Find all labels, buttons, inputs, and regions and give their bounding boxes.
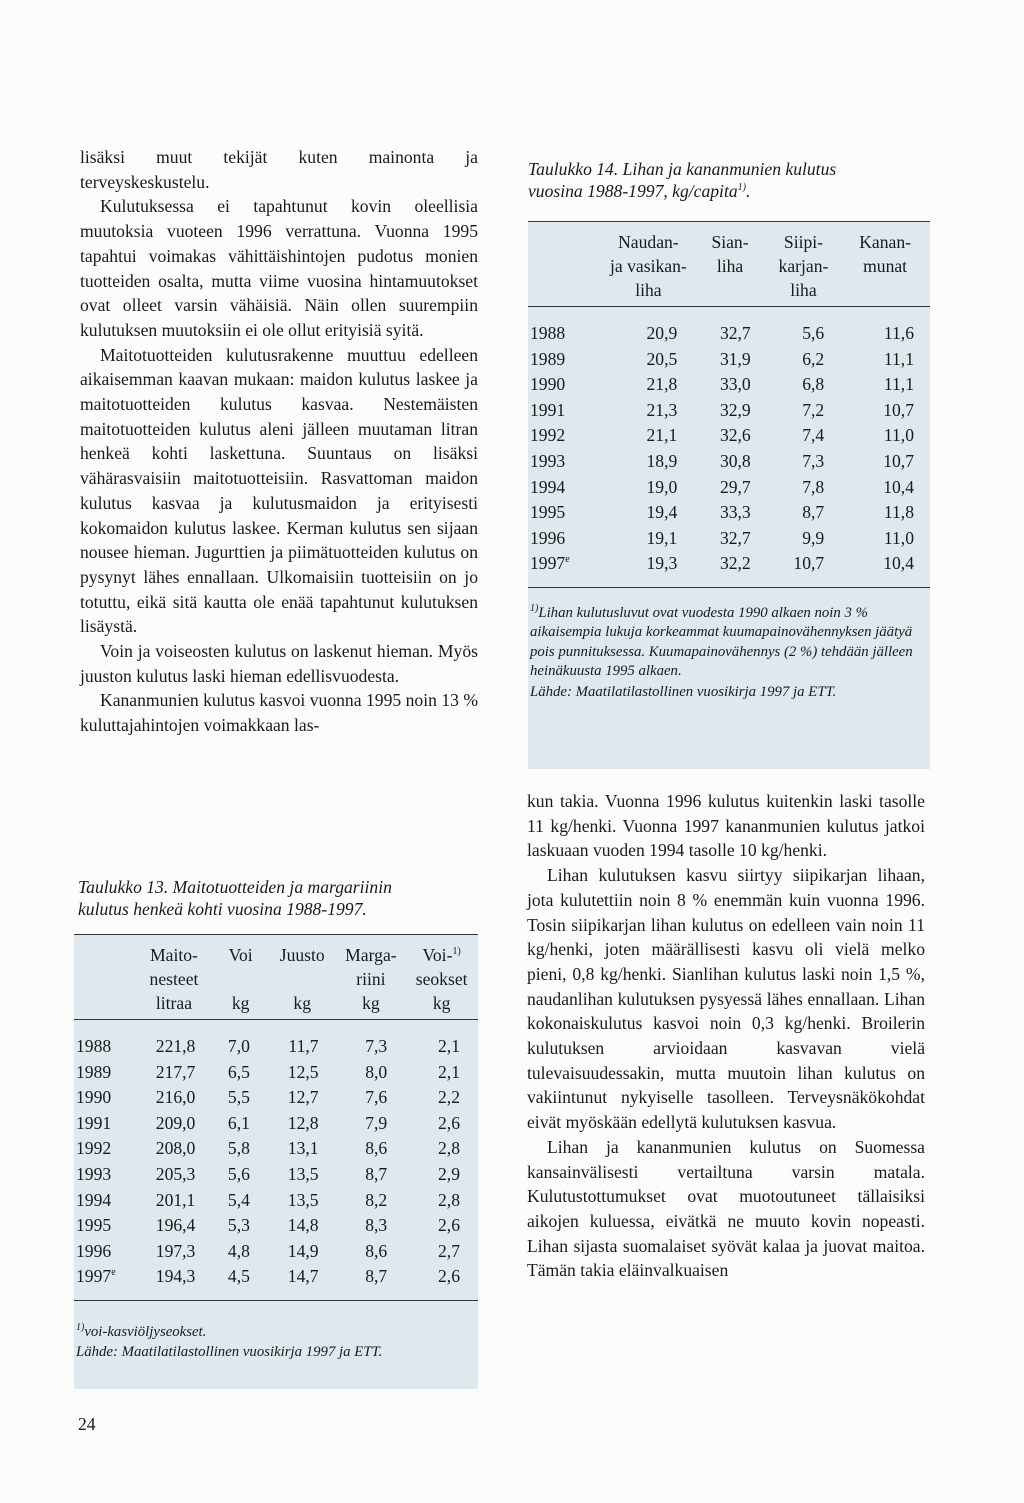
value-cell: 11,8: [883, 502, 914, 523]
table-row: [74, 1188, 478, 1214]
value-cell: 11,6: [883, 323, 914, 343]
value-cell: 11,1: [883, 348, 914, 369]
value-cell: 13,1: [287, 1138, 319, 1159]
year-cell: 1996: [530, 527, 566, 548]
table-14-source: Lähde: Maatilatilastollinen vuosikirja 1997 ja ETT.: [530, 683, 837, 700]
value-cell: 10,4: [840, 551, 930, 587]
table-14-panel: [528, 221, 930, 769]
table-row: [74, 1020, 478, 1060]
year-cell: 1994: [76, 1189, 112, 1210]
value-cell: 7,4: [802, 425, 825, 446]
table-row: [528, 475, 930, 501]
value-cell: 5,6: [802, 323, 825, 343]
value-cell: 2,1: [438, 1061, 460, 1082]
table-13-panel: [74, 934, 478, 1389]
table-14-caption: Taulukko 14. Lihan ja kananmunien kulutus vuosina 1988-1997, kg/capita$^{1)}$.: [528, 159, 837, 201]
value-cell: 8,7: [337, 1264, 406, 1300]
value-cell: 12,5: [287, 1061, 319, 1082]
value-cell: 32,7: [719, 323, 751, 343]
value-cell: 9,9: [802, 527, 825, 548]
value-cell: 10,7: [883, 399, 914, 420]
value-cell: 33,3: [719, 502, 751, 523]
value-cell: 11,0: [883, 425, 914, 446]
right-text-column: [527, 789, 925, 1283]
paragraph: Lihan kulutuksen kasvu siirtyy siipikarjan lihaan, jota kulutettiin noin 8 % enemmän kuin vuonna 1996. Tosin siipikarjan lihan kulutus on edelleen vain noin 11 kg/henki, joten määrällisesti kasvu oli vielä melko pieni, 0,8 kg/henki. Sianlihan kulutus laski noin 1,5 %, naudanlihan kulutuksen pysyessä lähes ennallaan. Lihan kokonaiskulutus kasvoi noin 0,3 kg/henki. Broilerin kulutuksen arvioidaan kasvavan vielä tulevaisuudessakin, mutta muutoin lihan kulutus on vakiintunut nykyiselle tasolleen. Terveysnäkökohdat eivät myöskään edellytä kulutuksen kasvua.: [527, 865, 925, 1133]
value-cell: 32,7: [719, 527, 751, 548]
year-cell: 1992: [530, 425, 566, 446]
table-14-footnote: $^{1)}$Lihan kulutusluvut ovat vuodesta 1990 alkaen noin 3 % aikaisempia lukuja korkeammat kuumapainovähennyksen jäätyä pois punnituksessa. Kuumapainovähennys (2 %) tehdään jälleen heinäkuusta 1995 alkaen.: [530, 603, 913, 680]
header-voi: Voi kg: [213, 935, 268, 1020]
header-naudanliha: Naudan- ja vasikan- liha: [604, 222, 694, 307]
table-row: [74, 1162, 478, 1188]
value-cell: 216,0: [155, 1087, 196, 1108]
value-cell: 2,6: [438, 1215, 460, 1236]
value-cell: 10,4: [883, 476, 914, 497]
value-cell: 20,5: [646, 348, 678, 369]
table-row: [74, 1264, 478, 1300]
value-cell: 208,0: [155, 1138, 196, 1159]
left-text-column: [80, 145, 478, 738]
value-cell: 8,0: [365, 1061, 388, 1082]
value-cell: 5,4: [227, 1189, 250, 1210]
table-13-footnote: $^{1)}$voi-kasviöljyseokset.: [76, 1322, 207, 1340]
table-13-source: Lähde: Maatilatilastollinen vuosikirja 1997 ja ETT.: [76, 1344, 383, 1361]
value-cell: 14,7: [268, 1264, 337, 1300]
value-cell: 20,9: [646, 323, 678, 343]
value-cell: 6,1: [227, 1112, 250, 1133]
year-cell: 1990: [530, 374, 566, 395]
value-cell: 6,2: [802, 348, 825, 369]
table-14-body: [528, 307, 930, 588]
page-number: 24: [78, 1414, 96, 1434]
year-cell: 1997e: [528, 551, 604, 587]
table-header-row: [528, 222, 930, 307]
header-year: [528, 222, 604, 307]
value-cell: 2,6: [405, 1264, 478, 1300]
table-14: [528, 221, 930, 588]
table-13-body: [74, 1020, 478, 1301]
paragraph: Maitotuotteiden kulutusrakenne muuttuu edelleen aikaisemman kaavan mukaan: maidon kulutus laskee ja maitotuotteiden kulutus kasvaa. Nestemäisten maitotuotteiden kulutus aleni jälleen muutaman litran henkeä kohti laskettuna. Suuntaus on lisäksi vähärasvaisiin maitotuotteisiin. Rasvattoman maidon kulutus kasvaa ja kulutusmaidon ja erityisesti kokomaidon kulutus laskee. Kerman kulutus sen sijaan nousee hieman. Jugurttien ja piimätuotteiden kulutus on pysynyt lähes ennallaan. Ulkomaisiin tuotteisiin on jo totuttu, eikä sitä kautta ole enää tapahtunut kulutuksen lisäystä.: [80, 344, 478, 637]
value-cell: 4,8: [227, 1240, 250, 1261]
value-cell: 7,8: [802, 476, 825, 497]
value-cell: 8,7: [802, 502, 825, 523]
value-cell: 8,3: [365, 1215, 388, 1236]
value-cell: 29,7: [719, 476, 751, 497]
value-cell: 19,4: [646, 502, 678, 523]
table-row: [528, 500, 930, 526]
value-cell: 2,2: [438, 1087, 460, 1108]
value-cell: 12,7: [287, 1087, 319, 1108]
table-13: [74, 934, 478, 1301]
value-cell: 205,3: [155, 1163, 196, 1184]
value-cell: 8,6: [365, 1240, 388, 1261]
header-year: [74, 935, 135, 1020]
header-margariini: Marga- riini kg: [337, 935, 406, 1020]
value-cell: 201,1: [155, 1189, 196, 1210]
table-header-row: [74, 935, 478, 1020]
value-cell: 11,0: [883, 527, 914, 548]
header-siipikarjanliha: Siipi- karjan- liha: [767, 222, 840, 307]
year-cell: 1995: [76, 1215, 112, 1236]
value-cell: 197,3: [155, 1240, 196, 1261]
table-row: [74, 1239, 478, 1265]
value-cell: 19,0: [646, 476, 678, 497]
value-cell: 8,6: [365, 1138, 388, 1159]
table-row: [74, 1085, 478, 1111]
year-cell: 1993: [530, 450, 566, 471]
value-cell: 8,7: [365, 1163, 388, 1184]
value-cell: 18,9: [646, 450, 678, 471]
paragraph: Voin ja voiseosten kulutus on laskenut hieman. Myös juuston kulutus laski hieman edellisvuodesta.: [80, 641, 478, 686]
value-cell: 10,7: [883, 450, 914, 471]
table-row: [528, 449, 930, 475]
value-cell: 32,2: [693, 551, 766, 587]
value-cell: 33,0: [719, 374, 751, 395]
value-cell: 2,1: [438, 1036, 460, 1056]
value-cell: 21,8: [646, 374, 678, 395]
year-cell: 1992: [76, 1138, 112, 1159]
value-cell: 19,1: [646, 527, 678, 548]
paragraph: kun takia. Vuonna 1996 kulutus kuitenkin laski tasolle 11 kg/henki. Vuonna 1997 kananmunien kulutus jatkoi laskuaan vuoden 1994 tasolle 10 kg/henki.: [527, 791, 925, 861]
table-row: [528, 307, 930, 347]
year-cell: 1990: [76, 1087, 112, 1108]
paragraph: Kulutuksessa ei tapahtunut kovin oleellisia muutoksia vuoteen 1996 verrattuna. Vuonna 1995 tapahtui voimakas vähittäishintojen pudotus monien tuotteiden osalta, mutta viime vuosina hintamuutokset ovat olleet varsin vähäisiä. Näin ollen suurempiin kulutuksen muutoksiin ei ole ollut erityisiä syitä.: [80, 196, 478, 340]
value-cell: 2,8: [438, 1138, 460, 1159]
header-voiseokset: Voi-$^{1)}$ seokset kg: [405, 935, 478, 1020]
value-cell: 21,1: [646, 425, 678, 446]
value-cell: 7,9: [365, 1112, 388, 1133]
value-cell: 13,5: [287, 1189, 319, 1210]
value-cell: 217,7: [155, 1061, 196, 1082]
header-maitonesteet: Maito- nesteet litraa: [135, 935, 214, 1020]
value-cell: 11,1: [883, 374, 914, 395]
value-cell: 7,0: [227, 1036, 250, 1056]
year-cell: 1991: [76, 1112, 112, 1133]
value-cell: 7,3: [365, 1036, 388, 1056]
paragraph: Kananmunien kulutus kasvoi vuonna 1995 noin 13 % kuluttajahintojen voimakkaan las-: [80, 690, 478, 736]
table-row: [528, 398, 930, 424]
value-cell: 11,7: [288, 1036, 319, 1056]
value-cell: 6,8: [802, 374, 825, 395]
value-cell: 10,7: [767, 551, 840, 587]
value-cell: 13,5: [287, 1163, 319, 1184]
value-cell: 14,9: [287, 1240, 319, 1261]
value-cell: 8,2: [365, 1189, 388, 1210]
year-cell: 1988: [530, 323, 566, 343]
value-cell: 5,6: [227, 1163, 250, 1184]
table-row: [74, 1136, 478, 1162]
value-cell: 7,6: [365, 1087, 388, 1108]
value-cell: 196,4: [155, 1215, 196, 1236]
value-cell: 7,3: [802, 450, 825, 471]
value-cell: 12,8: [287, 1112, 319, 1133]
value-cell: 2,6: [438, 1112, 460, 1133]
table-row: [528, 423, 930, 449]
year-cell: 1991: [530, 399, 566, 420]
value-cell: 221,8: [155, 1036, 196, 1056]
header-sianliha: Sian- liha: [693, 222, 766, 307]
value-cell: 2,8: [438, 1189, 460, 1210]
year-cell: 1994: [530, 476, 566, 497]
table-row: [74, 1060, 478, 1086]
value-cell: 4,5: [213, 1264, 268, 1300]
table-13-caption: Taulukko 13. Maitotuotteiden ja margariinin kulutus henkeä kohti vuosina 1988-1997.: [78, 877, 392, 919]
value-cell: 6,5: [227, 1061, 250, 1082]
header-kananmunat: Kanan- munat: [840, 222, 930, 307]
year-cell: 1988: [76, 1036, 112, 1056]
value-cell: 21,3: [646, 399, 678, 420]
year-cell: 1993: [76, 1163, 112, 1184]
year-cell: 1995: [530, 502, 566, 523]
value-cell: 5,5: [227, 1087, 250, 1108]
value-cell: 5,3: [227, 1215, 250, 1236]
table-row: [528, 372, 930, 398]
paragraph: lisäksi muut tekijät kuten mainonta ja terveyskeskustelu.: [80, 147, 478, 192]
value-cell: 32,9: [719, 399, 751, 420]
value-cell: 209,0: [155, 1112, 196, 1133]
paragraph: Lihan ja kananmunien kulutus on Suomessa kansainvälisesti vertailtuna varsin matala. Kulutustottumukset ovat muotoutuneet tällaisiksi aikojen kuluessa, eivätkä ne muuto kovin nopeasti. Lihan sijasta suomalaiset syövät kalaa ja juovat maitoa. Tämän takia eläinvalkuaisen: [527, 1136, 925, 1281]
value-cell: 30,8: [719, 450, 751, 471]
year-cell: 1989: [76, 1061, 112, 1082]
value-cell: 19,3: [604, 551, 694, 587]
value-cell: 5,8: [227, 1138, 250, 1159]
value-cell: 2,9: [438, 1163, 460, 1184]
table-row: [528, 347, 930, 373]
value-cell: 2,7: [438, 1240, 460, 1261]
table-row: [74, 1213, 478, 1239]
table-row: [528, 526, 930, 552]
year-cell: 1996: [76, 1240, 112, 1261]
year-cell: 1997e: [74, 1264, 135, 1300]
value-cell: 14,8: [287, 1215, 319, 1236]
header-juusto: Juusto kg: [268, 935, 337, 1020]
table-row: [74, 1111, 478, 1137]
value-cell: 31,9: [719, 348, 751, 369]
year-cell: 1989: [530, 348, 566, 369]
table-row: [528, 551, 930, 587]
value-cell: 7,2: [802, 399, 825, 420]
value-cell: 32,6: [719, 425, 751, 446]
value-cell: 194,3: [135, 1264, 214, 1300]
